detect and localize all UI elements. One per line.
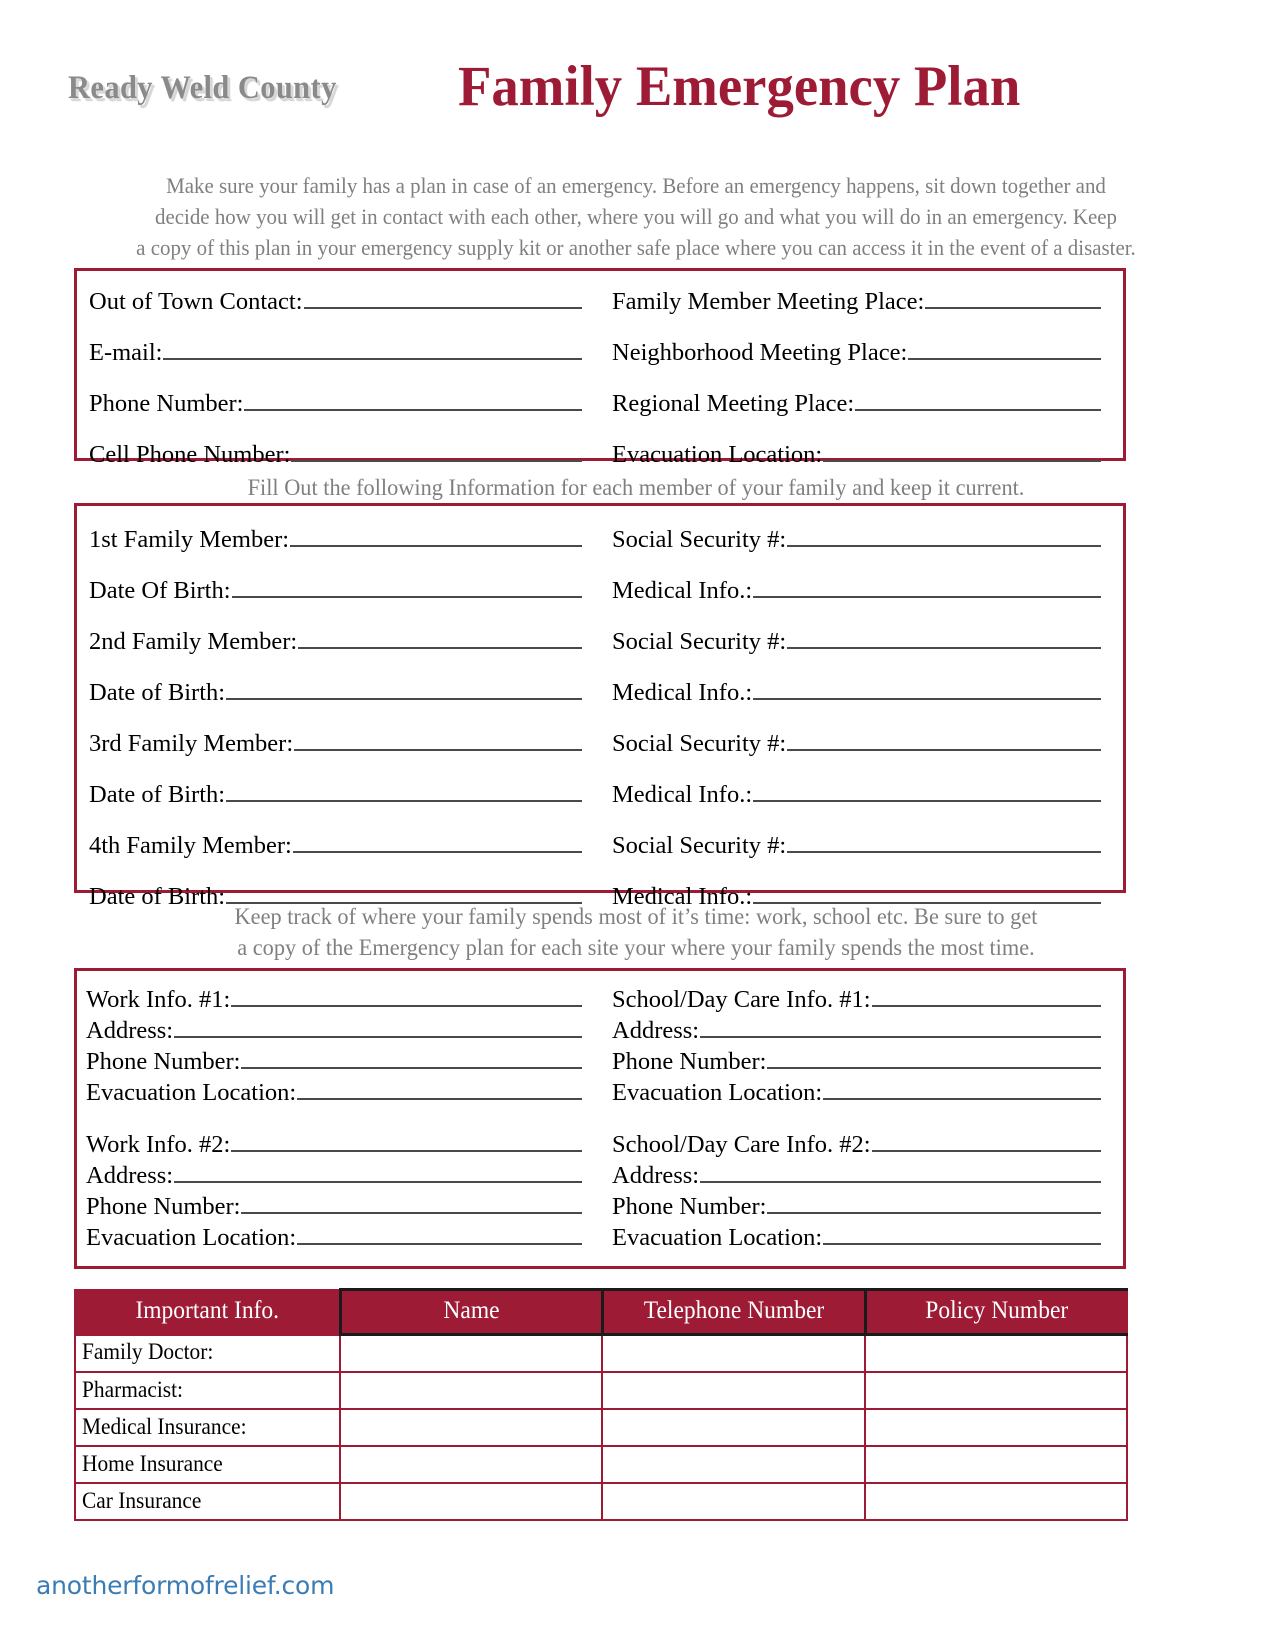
field-family-member-2[interactable] xyxy=(89,628,582,656)
field-write-in-line[interactable] xyxy=(823,441,1101,462)
cell-policy[interactable] xyxy=(865,1335,1127,1373)
field-write-in-line[interactable] xyxy=(231,986,582,1007)
field-write-in-line[interactable] xyxy=(823,1079,1101,1100)
field-school-info-2[interactable] xyxy=(612,1131,1101,1159)
field-date-of-birth-3[interactable] xyxy=(89,781,582,809)
field-social-security-4[interactable] xyxy=(612,832,1101,860)
row-label-pharmacist: Pharmacist: xyxy=(75,1372,340,1409)
field-label: Address: xyxy=(612,1017,700,1044)
field-write-in-line[interactable] xyxy=(226,883,582,904)
field-work-address-2[interactable] xyxy=(86,1162,582,1190)
field-write-in-line[interactable] xyxy=(174,1162,582,1183)
organization-brand-title: Ready Weld County xyxy=(68,70,337,106)
caption-line-2: a copy of the Emergency plan for each site your where your family spends the most time. xyxy=(237,935,1035,961)
cell-policy[interactable] xyxy=(865,1409,1127,1446)
field-label: Work Info. #2: xyxy=(86,1131,231,1158)
contact-left-fields xyxy=(77,271,612,492)
field-label: Regional Meeting Place: xyxy=(612,390,855,417)
members-section-caption xyxy=(76,473,1196,504)
field-write-in-line[interactable] xyxy=(163,339,582,360)
field-regional-meeting-place[interactable] xyxy=(612,390,1101,418)
field-label: Evacuation Location: xyxy=(612,1224,823,1251)
field-family-member-1[interactable] xyxy=(89,526,582,554)
cell-name[interactable] xyxy=(340,1446,602,1483)
field-family-member-3[interactable] xyxy=(89,730,582,758)
field-school-evacuation-2[interactable] xyxy=(612,1224,1101,1252)
field-write-in-line[interactable] xyxy=(298,628,582,649)
school-info-group-1 xyxy=(612,986,1101,1107)
field-write-in-line[interactable] xyxy=(304,288,582,309)
field-work-info-1[interactable] xyxy=(86,986,582,1014)
field-write-in-line[interactable] xyxy=(823,1224,1101,1245)
field-label: Evacuation Location: xyxy=(612,1079,823,1106)
cell-policy[interactable] xyxy=(865,1446,1127,1483)
field-write-in-line[interactable] xyxy=(291,441,582,462)
field-label: Date of Birth: xyxy=(89,883,226,910)
places-column-left xyxy=(77,971,612,1266)
field-write-in-line[interactable] xyxy=(787,730,1101,751)
contact-column-right xyxy=(612,271,1123,468)
field-write-in-line[interactable] xyxy=(787,526,1101,547)
field-write-in-line[interactable] xyxy=(700,1162,1101,1183)
field-write-in-line[interactable] xyxy=(753,781,1101,802)
field-date-of-birth-2[interactable] xyxy=(89,679,582,707)
field-label: E-mail: xyxy=(89,339,163,366)
field-write-in-line[interactable] xyxy=(226,781,582,802)
field-school-evacuation-1[interactable] xyxy=(612,1079,1101,1107)
table-header-telephone-number: Telephone Number xyxy=(602,1290,865,1335)
cell-name[interactable] xyxy=(340,1372,602,1409)
field-write-in-line[interactable] xyxy=(767,1193,1101,1214)
intro-line-2: decide how you will get in contact with each other, where you will go and what you will do in an emergency. Keep xyxy=(154,204,1118,229)
work-info-group-2 xyxy=(86,1131,582,1252)
table-row xyxy=(75,1372,1127,1409)
members-column-right xyxy=(612,506,1123,910)
important-info-table xyxy=(74,1288,1128,1521)
field-write-in-line[interactable] xyxy=(231,1131,582,1152)
field-write-in-line[interactable] xyxy=(297,1079,582,1100)
field-label: 2nd Family Member: xyxy=(89,628,298,655)
row-label-medical-insurance: Medical Insurance: xyxy=(75,1409,340,1446)
field-write-in-line[interactable] xyxy=(232,577,582,598)
work-info-group-1 xyxy=(86,986,582,1107)
field-school-address-2[interactable] xyxy=(612,1162,1101,1190)
field-date-of-birth-1[interactable] xyxy=(89,577,582,605)
field-family-member-4[interactable] xyxy=(89,832,582,860)
cell-name[interactable] xyxy=(340,1483,602,1520)
field-write-in-line[interactable] xyxy=(294,730,582,751)
field-write-in-line[interactable] xyxy=(753,883,1101,904)
field-cell-phone-number[interactable] xyxy=(89,441,582,469)
field-email[interactable] xyxy=(89,339,582,367)
field-social-security-1[interactable] xyxy=(612,526,1101,554)
field-school-address-1[interactable] xyxy=(612,1017,1101,1045)
table-row xyxy=(75,1335,1127,1373)
field-label: Social Security #: xyxy=(612,526,787,553)
intro-line-1: Make sure your family has a plan in case of an emergency. Before an emergency happens, sit down together and xyxy=(166,173,1106,198)
field-medical-info-2[interactable] xyxy=(612,679,1101,707)
row-label-car-insurance: Car Insurance xyxy=(75,1483,340,1520)
field-family-member-meeting-place[interactable] xyxy=(612,288,1101,316)
cell-name[interactable] xyxy=(340,1409,602,1446)
field-label: Social Security #: xyxy=(612,628,787,655)
places-column-right xyxy=(612,971,1123,1266)
field-label: Evacuation Location: xyxy=(86,1079,297,1106)
cell-policy[interactable] xyxy=(865,1372,1127,1409)
cell-telephone[interactable] xyxy=(602,1335,865,1373)
field-label: 1st Family Member: xyxy=(89,526,290,553)
field-label: Evacuation Location: xyxy=(86,1224,297,1251)
intro-paragraph xyxy=(76,170,1196,263)
field-label: Evacuation Location: xyxy=(612,441,823,468)
field-work-address-1[interactable] xyxy=(86,1017,582,1045)
field-label: Phone Number: xyxy=(89,390,244,417)
cell-telephone[interactable] xyxy=(602,1483,865,1520)
field-write-in-line[interactable] xyxy=(855,390,1101,411)
table-header-policy-number: Policy Number xyxy=(865,1290,1127,1335)
cell-telephone[interactable] xyxy=(602,1409,865,1446)
table-header-row xyxy=(75,1290,1127,1335)
field-label: Work Info. #1: xyxy=(86,986,231,1013)
field-label: Medical Info.: xyxy=(612,883,753,910)
field-medical-info-1[interactable] xyxy=(612,577,1101,605)
field-work-info-2[interactable] xyxy=(86,1131,582,1159)
field-label: Phone Number: xyxy=(612,1193,767,1220)
field-write-in-line[interactable] xyxy=(241,1048,582,1069)
field-write-in-line[interactable] xyxy=(241,1193,582,1214)
field-write-in-line[interactable] xyxy=(290,526,582,547)
members-left-fields xyxy=(77,506,612,934)
contact-and-meeting-place-section xyxy=(74,268,1126,468)
caption-line-1: Keep track of where your family spends most of it’s time: work, school etc. Be sure to get xyxy=(234,904,1038,930)
field-school-phone-2[interactable] xyxy=(612,1193,1101,1221)
work-and-school-section xyxy=(74,968,1126,1269)
document-header xyxy=(0,55,1275,142)
caption-text: Fill Out the following Information for each member of your family and keep it current. xyxy=(247,475,1025,501)
field-label: Medical Info.: xyxy=(612,781,753,808)
field-label: Medical Info.: xyxy=(612,577,753,604)
school-info-fields xyxy=(612,971,1123,1255)
field-write-in-line[interactable] xyxy=(297,1224,582,1245)
row-label-family-doctor: Family Doctor: xyxy=(75,1335,340,1373)
field-neighborhood-meeting-place[interactable] xyxy=(612,339,1101,367)
field-label: Cell Phone Number: xyxy=(89,441,291,468)
field-work-evacuation-2[interactable] xyxy=(86,1224,582,1252)
cell-policy[interactable] xyxy=(865,1483,1127,1520)
field-label: 3rd Family Member: xyxy=(89,730,294,757)
table-header-name: Name xyxy=(340,1290,602,1335)
field-work-phone-2[interactable] xyxy=(86,1193,582,1221)
field-label: Neighborhood Meeting Place: xyxy=(612,339,908,366)
cell-telephone[interactable] xyxy=(602,1372,865,1409)
field-write-in-line[interactable] xyxy=(244,390,582,411)
field-school-phone-1[interactable] xyxy=(612,1048,1101,1076)
field-label: Date of Birth: xyxy=(89,781,226,808)
field-write-in-line[interactable] xyxy=(767,1048,1101,1069)
field-write-in-line[interactable] xyxy=(753,577,1101,598)
page-title: Family Emergency Plan xyxy=(458,55,1021,118)
field-write-in-line[interactable] xyxy=(872,986,1101,1007)
field-evacuation-location[interactable] xyxy=(612,441,1101,469)
field-label: School/Day Care Info. #1: xyxy=(612,986,871,1013)
field-label: 4th Family Member: xyxy=(89,832,292,859)
field-label: School/Day Care Info. #2: xyxy=(612,1131,871,1158)
field-write-in-line[interactable] xyxy=(908,339,1101,360)
field-label: Phone Number: xyxy=(86,1048,241,1075)
table-row xyxy=(75,1446,1127,1483)
work-info-fields xyxy=(77,971,612,1255)
table-row xyxy=(75,1483,1127,1520)
field-medical-info-3[interactable] xyxy=(612,781,1101,809)
field-label: Phone Number: xyxy=(86,1193,241,1220)
field-write-in-line[interactable] xyxy=(872,1131,1101,1152)
table-row xyxy=(75,1409,1127,1446)
field-write-in-line[interactable] xyxy=(226,679,582,700)
field-label: Address: xyxy=(86,1017,174,1044)
field-social-security-2[interactable] xyxy=(612,628,1101,656)
intro-line-3: a copy of this plan in your emergency supply kit or another safe place where you can access it in the event of a disaster. xyxy=(136,235,1136,260)
field-phone-number[interactable] xyxy=(89,390,582,418)
field-school-info-1[interactable] xyxy=(612,986,1101,1014)
field-label: Out of Town Contact: xyxy=(89,288,303,315)
footer-website-link[interactable]: anotherformofrelief.com xyxy=(36,1571,335,1600)
members-column-left xyxy=(77,506,612,910)
field-write-in-line[interactable] xyxy=(787,832,1101,853)
field-label: Medical Info.: xyxy=(612,679,753,706)
field-label: Phone Number: xyxy=(612,1048,767,1075)
field-label: Date of Birth: xyxy=(89,679,226,706)
field-write-in-line[interactable] xyxy=(174,1017,582,1038)
field-write-in-line[interactable] xyxy=(753,679,1101,700)
field-label: Social Security #: xyxy=(612,730,787,757)
field-work-phone-1[interactable] xyxy=(86,1048,582,1076)
field-label: Address: xyxy=(612,1162,700,1189)
row-label-home-insurance: Home Insurance xyxy=(75,1446,340,1483)
field-label: Date Of Birth: xyxy=(89,577,231,604)
field-write-in-line[interactable] xyxy=(787,628,1101,649)
field-write-in-line[interactable] xyxy=(293,832,582,853)
field-label: Address: xyxy=(86,1162,174,1189)
field-out-of-town-contact[interactable] xyxy=(89,288,582,316)
field-write-in-line[interactable] xyxy=(925,288,1101,309)
contact-right-fields xyxy=(612,271,1123,492)
cell-telephone[interactable] xyxy=(602,1446,865,1483)
field-write-in-line[interactable] xyxy=(700,1017,1101,1038)
field-label: Family Member Meeting Place: xyxy=(612,288,925,315)
school-info-group-2 xyxy=(612,1131,1101,1252)
members-right-fields xyxy=(612,506,1123,934)
field-work-evacuation-1[interactable] xyxy=(86,1079,582,1107)
table-header-important-info: Important Info. xyxy=(75,1290,340,1335)
field-label: Social Security #: xyxy=(612,832,787,859)
cell-name[interactable] xyxy=(340,1335,602,1373)
family-members-section xyxy=(74,503,1126,910)
field-social-security-3[interactable] xyxy=(612,730,1101,758)
contact-column-left xyxy=(77,271,612,468)
places-section-caption xyxy=(76,902,1196,964)
